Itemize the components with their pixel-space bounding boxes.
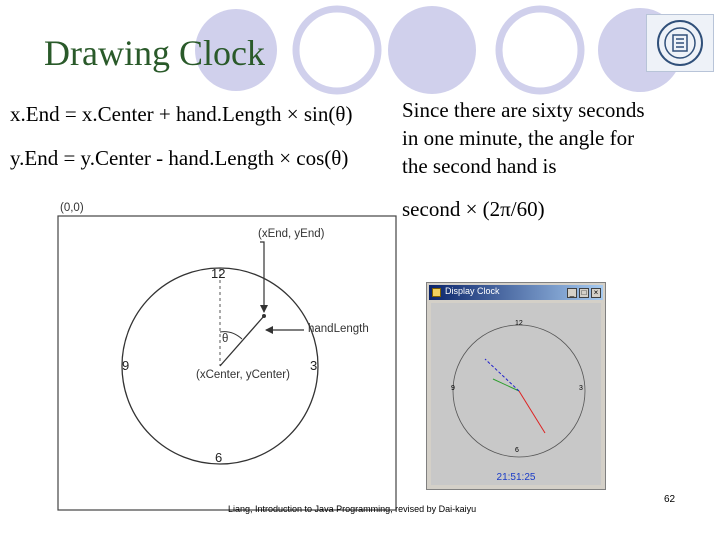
end-point-dot [262, 314, 266, 318]
mini-clock-number-9: 9 [451, 385, 455, 392]
clock-number-9: 9 [122, 358, 130, 373]
java-cup-icon [432, 288, 441, 297]
digital-time: 21:51:25 [496, 472, 536, 483]
minimize-button[interactable]: _ [567, 288, 577, 298]
end-point-label: (xEnd, yEnd) [258, 228, 325, 240]
mini-clock-number-6: 6 [515, 447, 519, 454]
display-clock-window [426, 282, 606, 490]
minute-hand [493, 379, 519, 391]
mini-clock-number-3: 3 [579, 385, 583, 392]
hand-length-label: handLength [308, 323, 369, 335]
analog-clock [431, 303, 603, 487]
clock-panel [431, 303, 601, 485]
coordinate-frame [58, 216, 396, 510]
window-title: Display Clock [445, 286, 500, 296]
formula-y-end: y.End = y.Center - hand.Length × cos(θ) [10, 146, 349, 170]
clock-number-6: 6 [215, 450, 223, 465]
mini-clock-number-12: 12 [515, 320, 523, 327]
maximize-button[interactable]: □ [579, 288, 589, 298]
explanation-line: in one minute, the angle for [402, 126, 635, 150]
clock-number-3: 3 [310, 358, 318, 373]
window-title-bar [429, 285, 603, 300]
page-number: 62 [664, 494, 676, 505]
close-button[interactable]: × [591, 288, 601, 298]
theta-label: θ [222, 333, 229, 345]
second-angle-formula: second × (2π/60) [402, 197, 545, 221]
origin-label: (0,0) [60, 202, 84, 214]
slide-title: Drawing Clock [44, 33, 265, 73]
clock-number-12: 12 [211, 266, 226, 281]
formula-x-end: x.End = x.Center + hand.Length × sin(θ) [10, 102, 353, 126]
explanation-line: the second hand is [402, 154, 557, 178]
center-label: (xCenter, yCenter) [196, 369, 290, 381]
hour-hand [485, 359, 519, 391]
second-hand [519, 391, 545, 433]
explanation-line: Since there are sixty seconds [402, 98, 645, 122]
footer-credit: Liang, Introduction to Java Programming, revised by Dai-kaiyu [228, 504, 477, 514]
